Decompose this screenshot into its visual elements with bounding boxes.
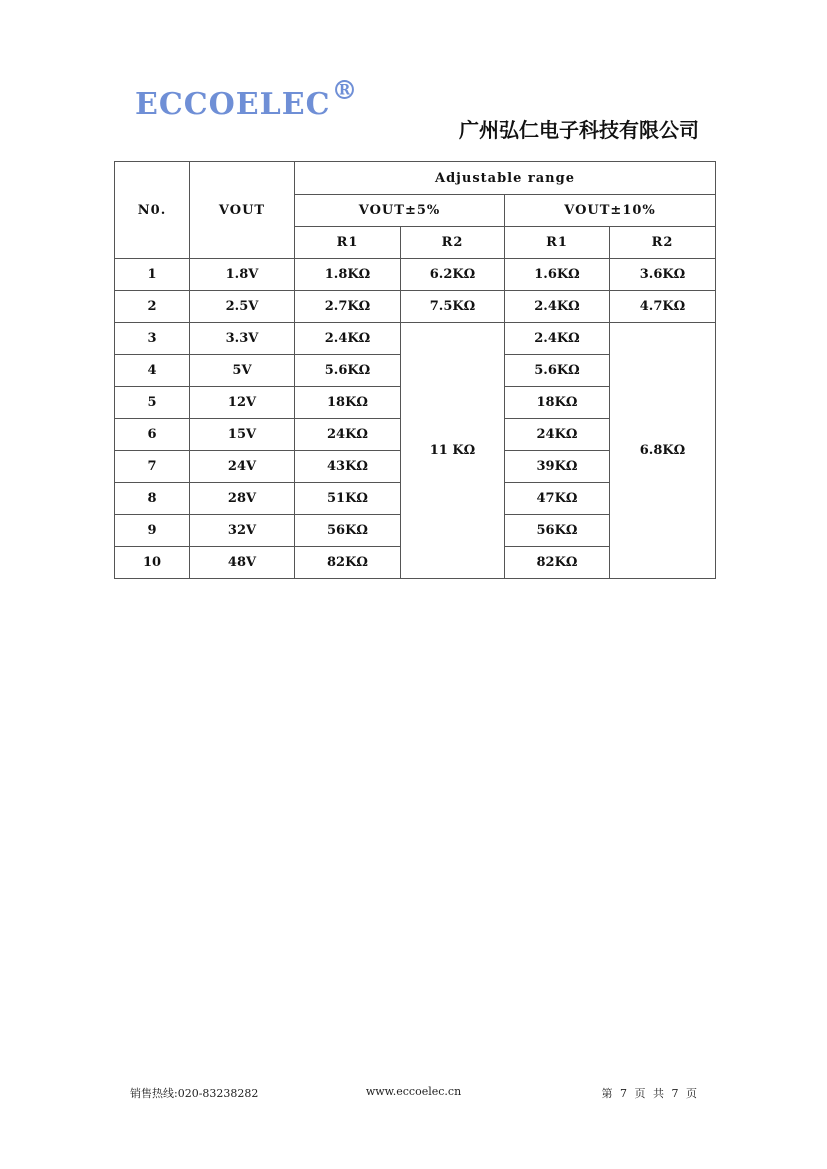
cell-r1-10pct: 82KΩ [505,547,610,579]
cell-vout: 24V [190,451,295,483]
table-row [115,259,716,291]
brand-logo [135,76,359,122]
cell-no: 2 [115,291,190,323]
sub-header-10pct: VOUT±10% [505,195,716,227]
cell-no: 5 [115,387,190,419]
cell-r1-10pct: 24KΩ [505,419,610,451]
cell-r1-5pct: 1.8KΩ [295,259,401,291]
cell-r1-5pct: 2.4KΩ [295,323,401,355]
cell-r1-10pct: 39KΩ [505,451,610,483]
table-row [115,291,716,323]
cell-r2-10pct: 3.6KΩ [610,259,716,291]
cell-no: 9 [115,515,190,547]
cell-r1-10pct: 18KΩ [505,387,610,419]
table-row [115,323,716,355]
col-header-vout: VOUT [190,162,295,259]
cell-vout: 28V [190,483,295,515]
cell-no: 10 [115,547,190,579]
group-header-adjustable: Adjustable range [295,162,716,195]
cell-r1-5pct: 24KΩ [295,419,401,451]
cell-r1-5pct: 18KΩ [295,387,401,419]
header-row [115,162,716,195]
cell-r1-10pct: 56KΩ [505,515,610,547]
cell-r1-5pct: 82KΩ [295,547,401,579]
cell-no: 6 [115,419,190,451]
cell-no: 8 [115,483,190,515]
cell-no: 1 [115,259,190,291]
cell-vout: 12V [190,387,295,419]
col-header-no: N0. [115,162,190,259]
cell-r2-5pct: 6.2KΩ [401,259,505,291]
sales-hotline: 销售热线:020-83238282 [130,1087,259,1100]
cell-r1-5pct: 43KΩ [295,451,401,483]
sub-header-5pct: VOUT±5% [295,195,505,227]
cell-r1-10pct: 1.6KΩ [505,259,610,291]
cell-r1-10pct: 2.4KΩ [505,323,610,355]
cell-no: 3 [115,323,190,355]
cell-vout: 3.3V [190,323,295,355]
resistor-table [114,161,716,579]
cell-r1-10pct: 2.4KΩ [505,291,610,323]
cell-r1-10pct: 47KΩ [505,483,610,515]
cell-vout: 15V [190,419,295,451]
col-header-r2: R2 [401,227,505,259]
cell-r1-5pct: 56KΩ [295,515,401,547]
cell-r1-5pct: 51KΩ [295,483,401,515]
cell-r2-5pct-merged: 11 KΩ [401,323,505,579]
cell-vout: 2.5V [190,291,295,323]
cell-r2-5pct: 7.5KΩ [401,291,505,323]
cell-vout: 5V [190,355,295,387]
cell-r2-10pct: 4.7KΩ [610,291,716,323]
cell-r1-10pct: 5.6KΩ [505,355,610,387]
cell-vout: 1.8V [190,259,295,291]
cell-r1-5pct: 2.7KΩ [295,291,401,323]
cell-r2-10pct-merged: 6.8KΩ [610,323,716,579]
cell-vout: 48V [190,547,295,579]
registered-mark: ® [331,76,359,106]
cell-no: 4 [115,355,190,387]
cell-r1-5pct: 5.6KΩ [295,355,401,387]
logo-text: ECCOELEC [135,87,331,122]
cell-no: 7 [115,451,190,483]
page-number: 第 7 页 共 7 页 [601,1087,699,1100]
col-header-r1: R1 [505,227,610,259]
col-header-r2: R2 [610,227,716,259]
col-header-r1: R1 [295,227,401,259]
website-link[interactable]: www.eccoelec.cn [365,1085,462,1098]
cell-vout: 32V [190,515,295,547]
company-name: 广州弘仁电子科技有限公司 [459,118,699,142]
